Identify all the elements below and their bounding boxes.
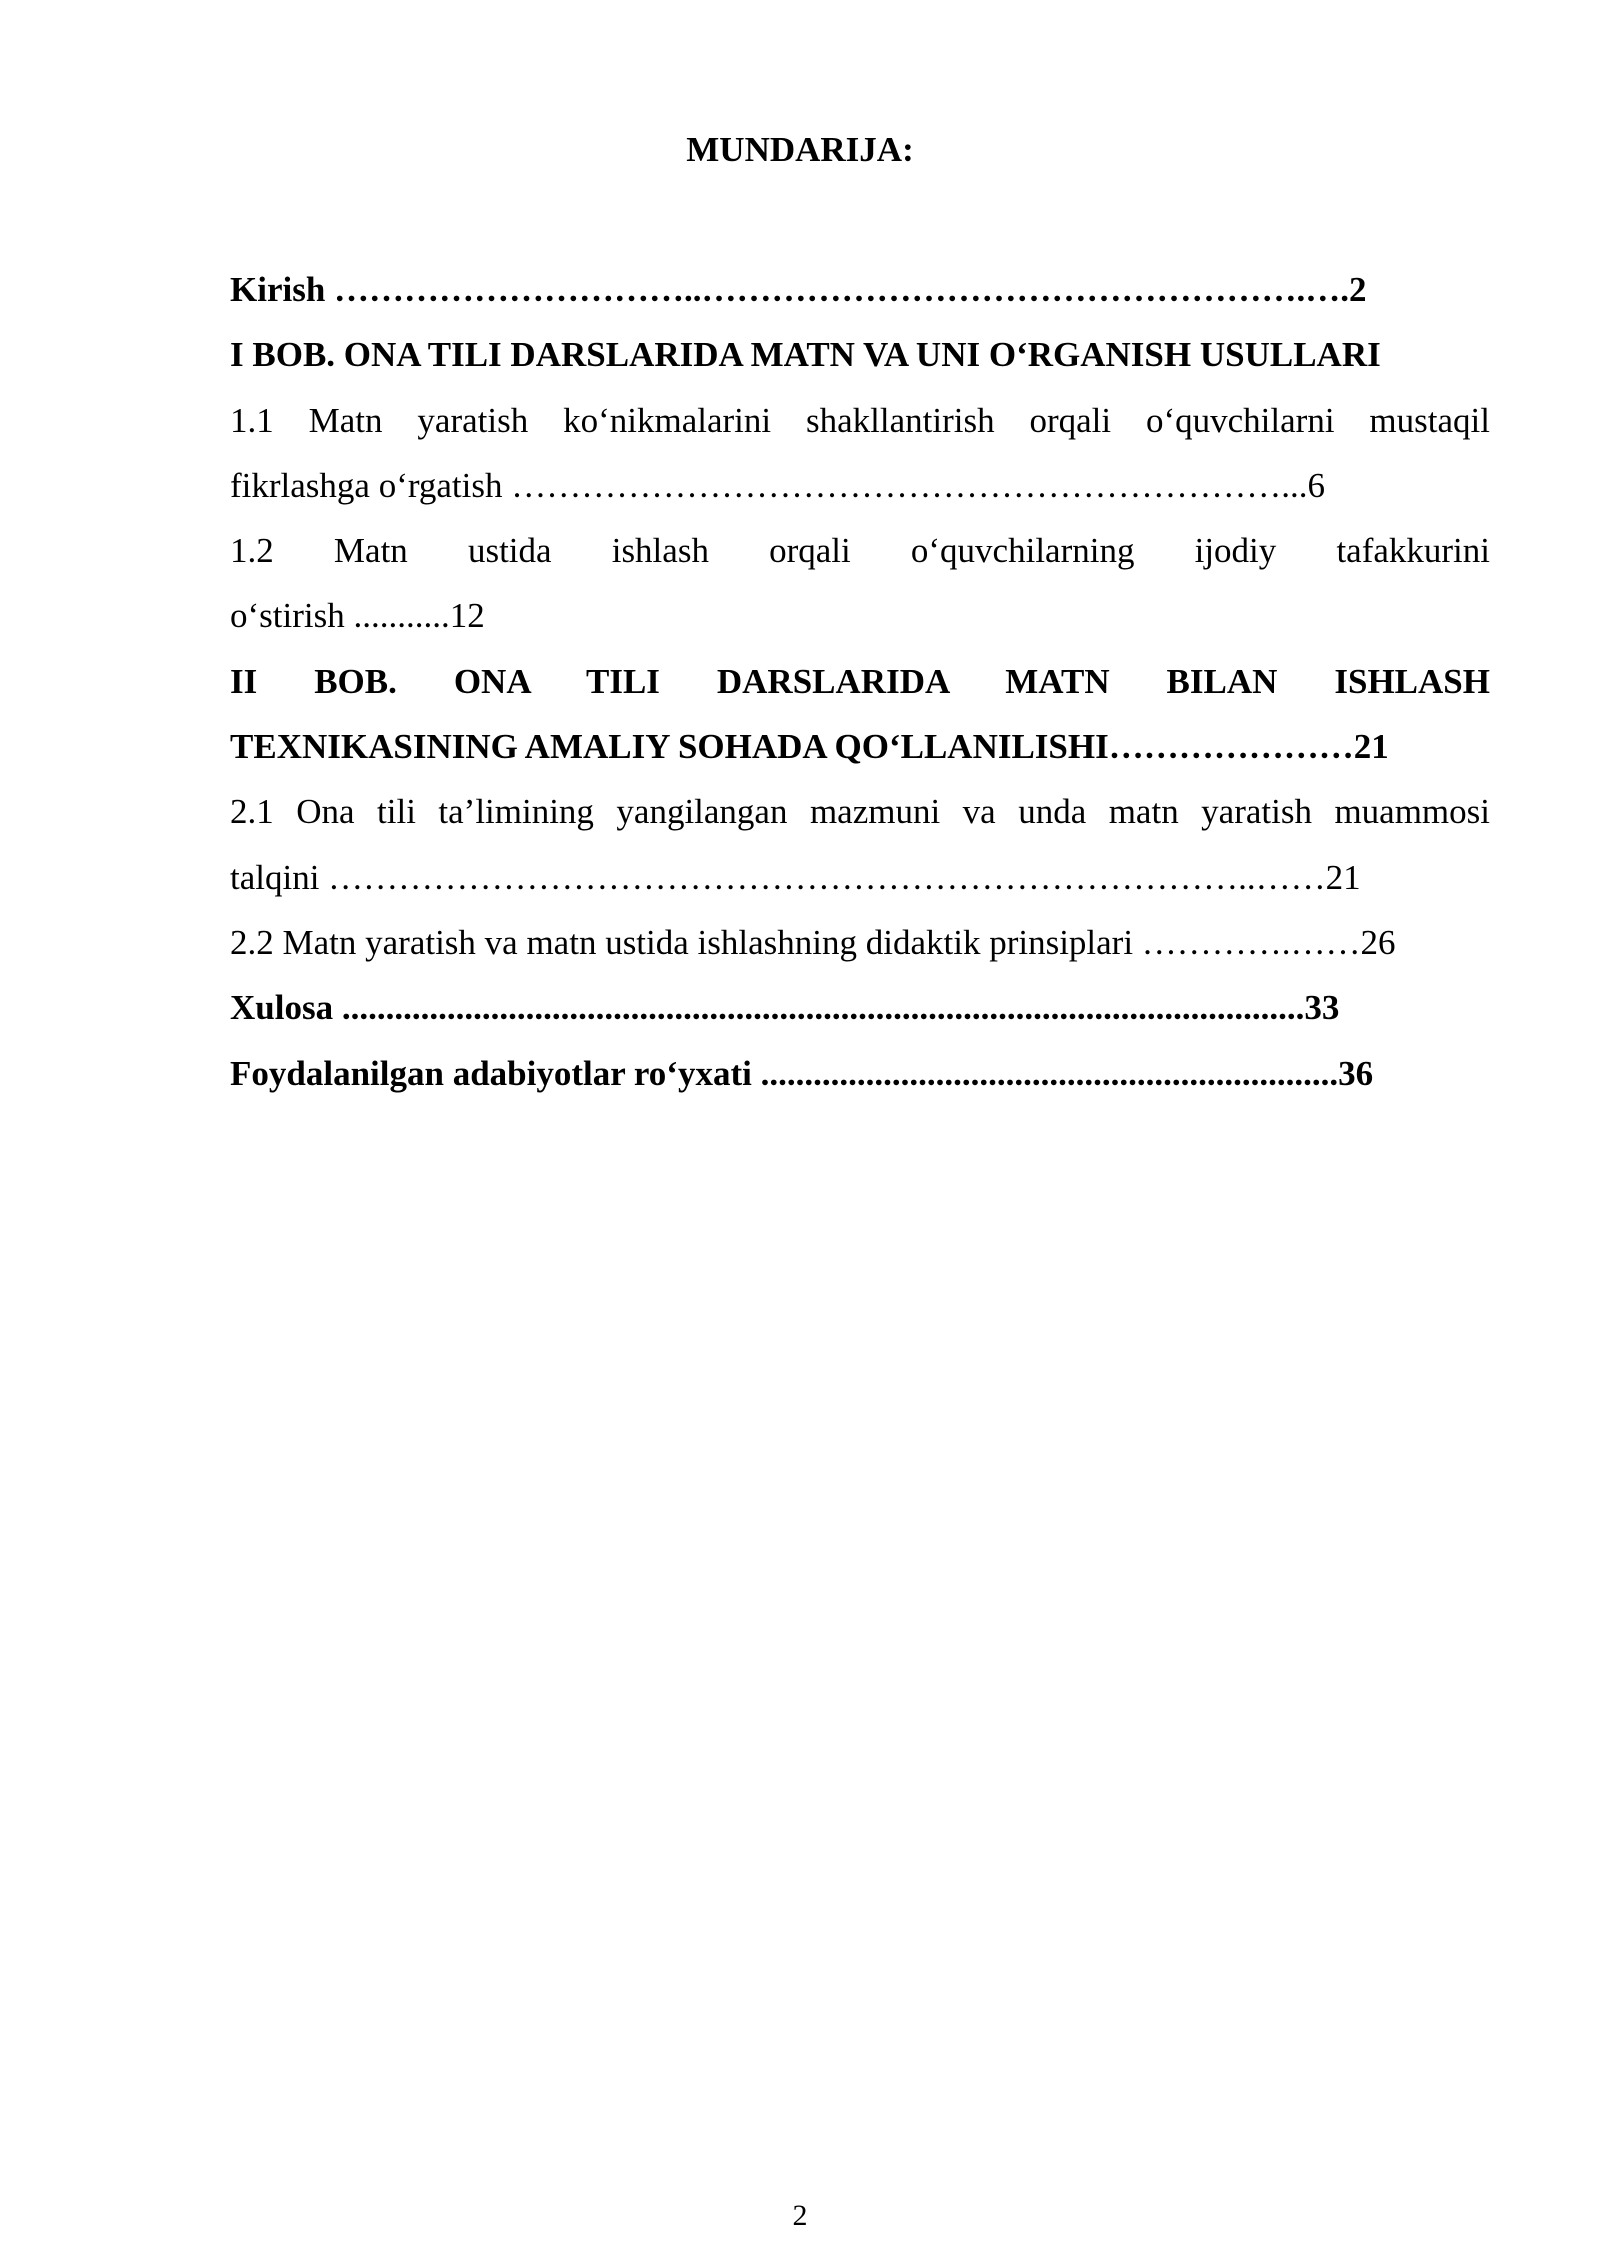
toc-line: TEXNIKASINING AMALIY SOHADA QO‘LLANILISHI…………………21	[230, 727, 1389, 767]
toc-line: o‘stirish ...........12	[230, 596, 485, 636]
toc-entry-xulosa[interactable]	[230, 975, 1490, 1040]
toc-entry-chapter-2[interactable]	[230, 649, 1490, 780]
toc-entry-references[interactable]	[230, 1041, 1490, 1106]
toc-entry-chapter-1[interactable]	[230, 322, 1490, 387]
toc-line: II BOB. ONA TILI DARSLARIDA MATN BILAN ISHLASH	[230, 661, 1490, 701]
page-title: MUNDARIJA:	[686, 130, 914, 169]
toc-entry-section-2-1[interactable]	[230, 779, 1490, 910]
toc-line: 1.1 Matn yaratish ko‘nikmalarini shakllantirish orqali o‘quvchilarni mustaqil	[230, 400, 1490, 440]
toc-line: 2.1 Ona tili ta’limining yangilangan mazmuni va unda matn yaratish muammosi	[230, 792, 1490, 832]
toc-entry-kirish[interactable]	[230, 257, 1490, 322]
toc-line: fikrlashga o‘rgatish …………………………………………………………...6	[230, 465, 1325, 505]
toc-entry-section-1-1[interactable]	[230, 388, 1490, 519]
toc-line: Xulosa ..............................................................................................................33	[230, 988, 1340, 1028]
toc-line: I BOB. ONA TILI DARSLARIDA MATN VA UNI O‘RGANISH USULLARI	[230, 335, 1381, 375]
toc-entry-section-2-2[interactable]	[230, 910, 1490, 975]
toc-line: Kirish …………………………..…………………………………………….….2	[230, 270, 1367, 309]
page-number: 2	[792, 2199, 808, 2232]
toc-line: 1.2 Matn ustida ishlash orqali o‘quvchilarning ijodiy tafakkurini	[230, 531, 1490, 571]
toc-line: talqini ……………………………………………………………………..……21	[230, 857, 1361, 897]
toc-line: 2.2 Matn yaratish va matn ustida ishlashning didaktik prinsiplari ………….……26	[230, 922, 1396, 962]
toc-entry-section-1-2[interactable]	[230, 518, 1490, 649]
table-of-contents	[230, 257, 1490, 1106]
toc-line: Foydalanilgan adabiyotlar ro‘yxati ..................................................................36	[230, 1053, 1374, 1093]
